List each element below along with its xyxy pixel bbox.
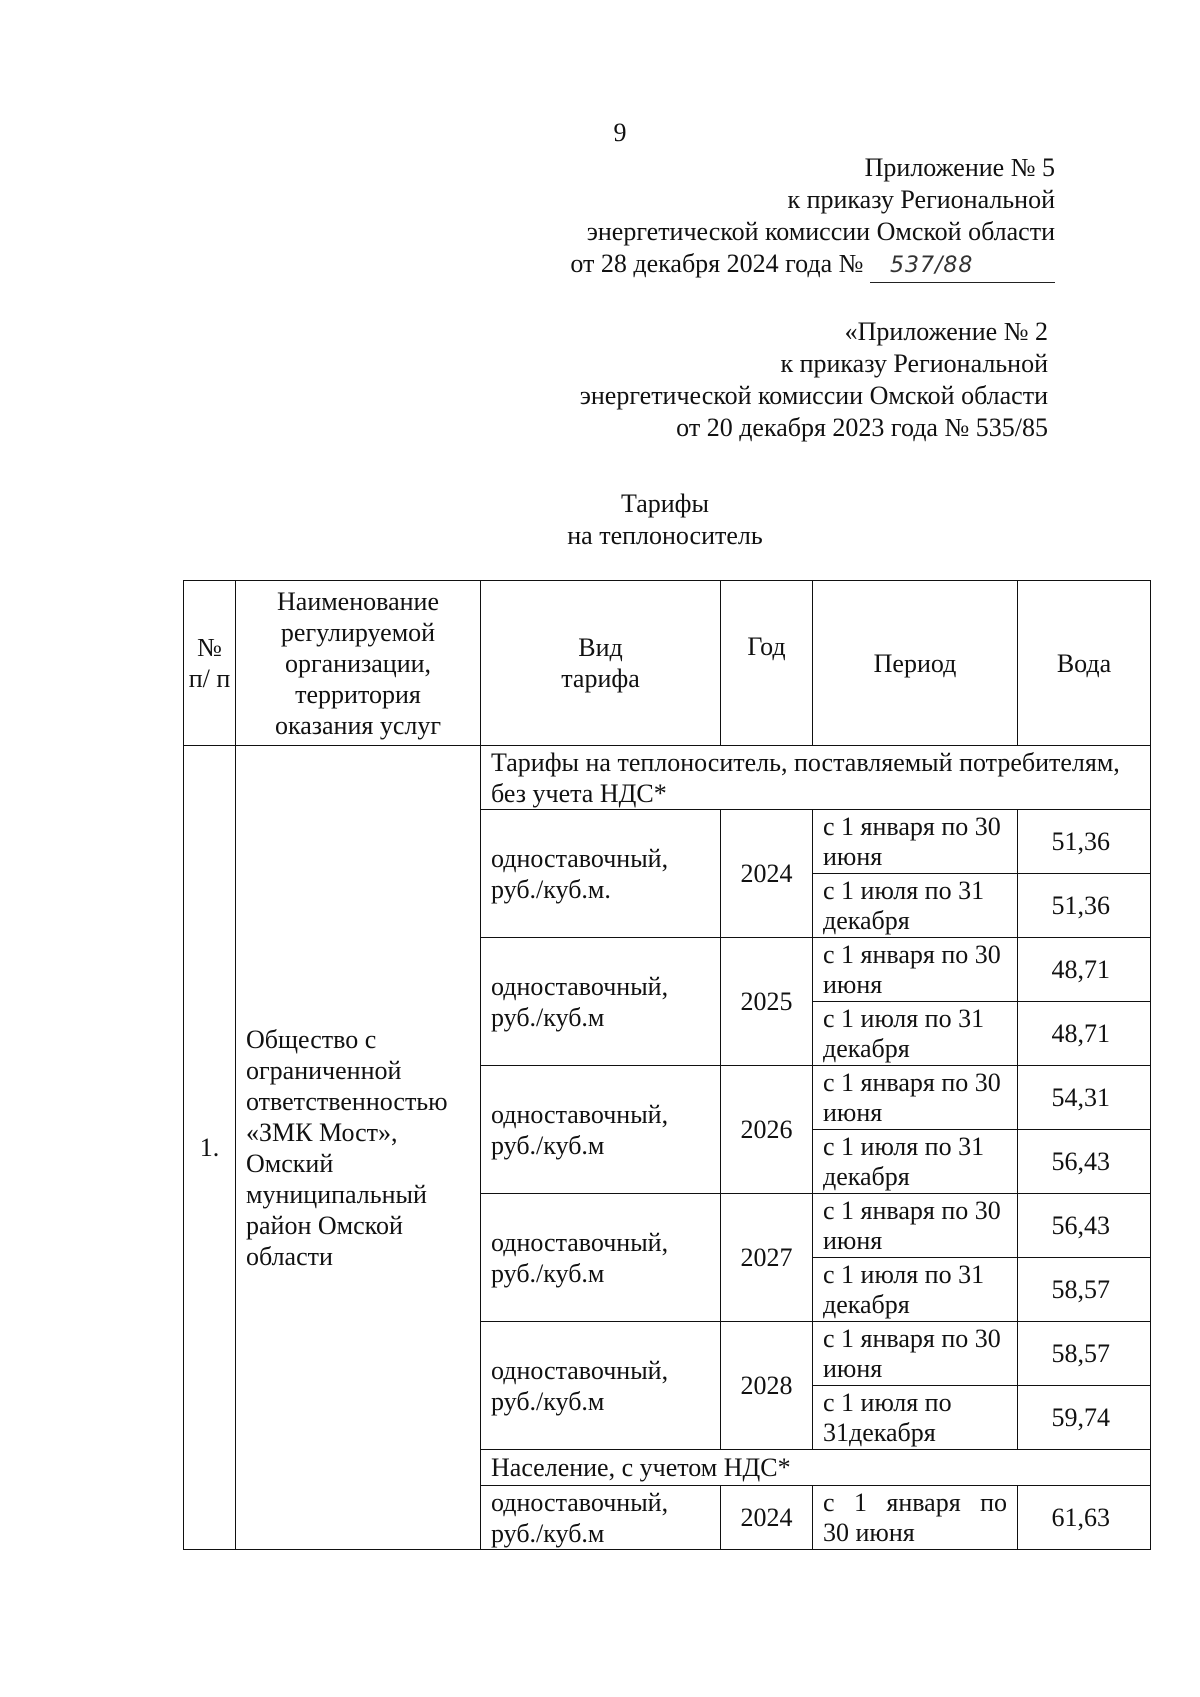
period-word: 1 — [853, 1487, 867, 1517]
appendix-order-line: к приказу Региональной — [780, 349, 1048, 378]
title-line-2: на теплоноситель — [567, 521, 763, 550]
tariff-value: 51,36 — [1018, 810, 1151, 874]
tariff-year: 2027 — [721, 1194, 813, 1322]
tariff-year: 2026 — [721, 1066, 813, 1194]
tariff-period: с 1 июля по 31 декабря — [813, 1258, 1018, 1322]
tariff-value: 59,74 — [1018, 1386, 1151, 1450]
tariff-value: 48,71 — [1018, 938, 1151, 1002]
tariff-value: 48,71 — [1018, 1002, 1151, 1066]
section-population: Население, с учетом НДС* — [481, 1450, 1151, 1486]
appendix-date-line: от 20 декабря 2023 года № 535/85 — [676, 413, 1048, 442]
period-line-2: 30 июня — [823, 1517, 915, 1547]
period-word: с — [823, 1487, 835, 1517]
tariff-value: 56,43 — [1018, 1130, 1151, 1194]
table-row — [184, 746, 1151, 810]
handwritten-order-number: 537/88 — [870, 250, 1055, 283]
appendix-title: «Приложение № 2 — [844, 317, 1048, 346]
tariff-value: 56,43 — [1018, 1194, 1151, 1258]
tariff-value: 61,63 — [1018, 1486, 1151, 1550]
tariff-period: с 1 января по 30 июня — [813, 1194, 1018, 1258]
section-consumers: Тарифы на теплоноситель, поставляемый потребителям, без учета НДС* — [481, 746, 1151, 810]
page-number: 9 — [613, 118, 627, 147]
appendix-commission-line: энергетической комиссии Омской области — [579, 381, 1048, 410]
tariff-value: 51,36 — [1018, 874, 1151, 938]
tariff-period: с 1 января по 30 июня — [813, 810, 1018, 874]
tariff-period — [813, 1486, 1018, 1550]
title-line-1: Тарифы — [620, 489, 709, 518]
tariff-kind: одноставочный, руб./куб.м — [481, 1322, 721, 1450]
header-organization: Наименование регулируемой организации, территория оказания услуг — [236, 581, 481, 746]
tariff-year: 2024 — [721, 1486, 813, 1550]
tariff-table — [183, 580, 1151, 1550]
organization-cell: Общество с ограниченной ответственностью «ЗМК Мост», Омский муниципальный район Омской области — [236, 746, 481, 1550]
tariff-kind: одноставочный, руб./куб.м — [481, 938, 721, 1066]
appendix-title: Приложение № 5 — [864, 153, 1055, 182]
period-justified-line — [823, 1488, 1007, 1518]
tariff-kind: одноставочный, руб./куб.м — [481, 1066, 721, 1194]
tariff-kind: одноставочный, руб./куб.м — [481, 1486, 721, 1550]
tariff-kind: одноставочный, руб./куб.м. — [481, 810, 721, 938]
tariff-period: с 1 июля по 31 декабря — [813, 874, 1018, 938]
period-word: января — [886, 1487, 961, 1517]
row-number: 1. — [184, 746, 236, 1550]
header-tariff-kind: Вид тарифа — [481, 581, 721, 746]
tariff-kind: одноставочный, руб./куб.м — [481, 1194, 721, 1322]
header-year: Год — [721, 581, 813, 746]
appendix-commission-line: энергетической комиссии Омской области — [586, 217, 1055, 246]
tariff-value: 58,57 — [1018, 1258, 1151, 1322]
tariff-value: 54,31 — [1018, 1066, 1151, 1130]
tariff-year: 2025 — [721, 938, 813, 1066]
appendix-header-current — [570, 152, 1055, 283]
document-title — [0, 488, 1200, 552]
tariff-year: 2028 — [721, 1322, 813, 1450]
table-header-row — [184, 581, 1151, 746]
appendix-order-line: к приказу Региональной — [787, 185, 1055, 214]
appendix-header-previous — [580, 316, 1048, 444]
period-word: по — [980, 1487, 1007, 1517]
header-period: Период — [813, 581, 1018, 746]
tariff-period: с 1 июля по 31 декабря — [813, 1002, 1018, 1066]
tariff-period: с 1 июля по 31декабря — [813, 1386, 1018, 1450]
tariff-value: 58,57 — [1018, 1322, 1151, 1386]
header-water: Вода — [1018, 581, 1151, 746]
tariff-period: с 1 января по 30 июня — [813, 1322, 1018, 1386]
appendix-date-text: от 28 декабря 2024 года № — [570, 249, 864, 278]
appendix-date-line — [570, 248, 1055, 283]
header-number: № п/ п — [184, 581, 236, 746]
tariff-year: 2024 — [721, 810, 813, 938]
tariff-period: с 1 января по 30 июня — [813, 1066, 1018, 1130]
tariff-period: с 1 января по 30 июня — [813, 938, 1018, 1002]
tariff-period: с 1 июля по 31 декабря — [813, 1130, 1018, 1194]
